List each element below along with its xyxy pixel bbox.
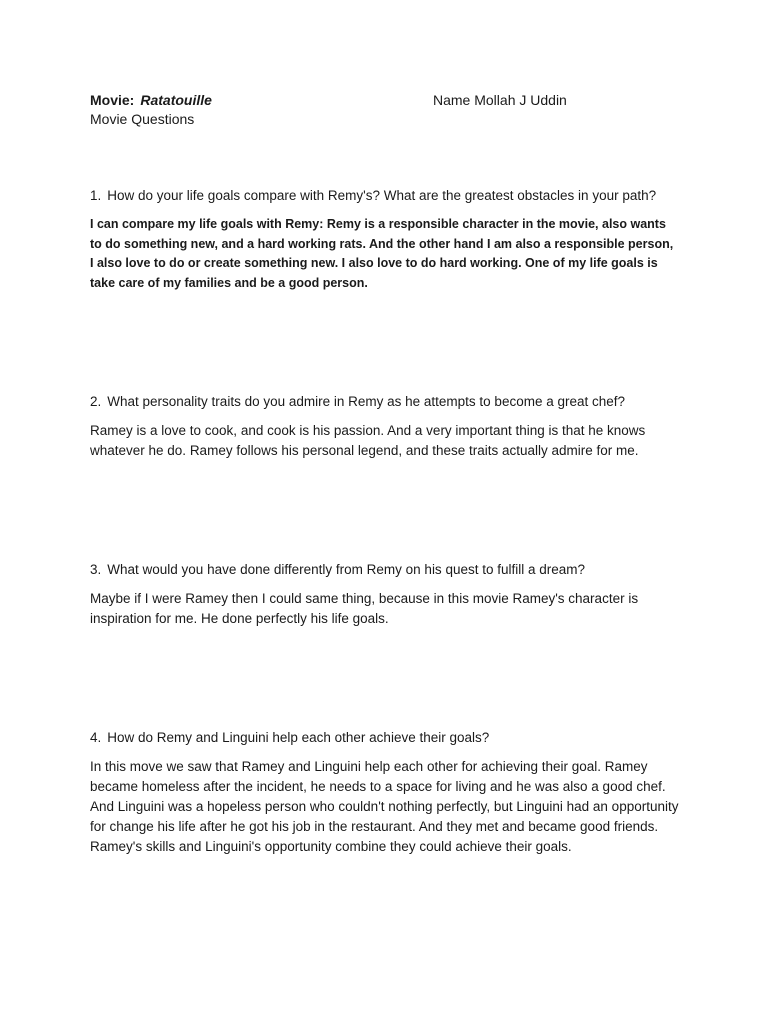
question-number: 2. bbox=[90, 394, 102, 409]
question-block-1 bbox=[90, 187, 680, 293]
question-number: 3. bbox=[90, 562, 102, 577]
student-name: Name Mollah J Uddin bbox=[433, 92, 567, 108]
answer-1: I can compare my life goals with Remy: Remy is a responsible character in the movie, also wants to do something new, and a hard working rats. And the other hand I am also a responsible person, I also love to do or create something new. I also love to do hard working. One of my life goals is take care of my families and be a good person. bbox=[90, 217, 674, 290]
movie-label: Movie: bbox=[90, 92, 135, 108]
document-subtitle: Movie Questions bbox=[90, 111, 195, 127]
answer-2: Ramey is a love to cook, and cook is his passion. And a very important thing is that he knows whatever he do. Ramey follows his personal legend, and these traits actually admire for me. bbox=[90, 423, 646, 458]
question-text: What personality traits do you admire in Remy as he attempts to become a great chef? bbox=[107, 394, 626, 409]
question-4 bbox=[90, 729, 680, 747]
question-text: What would you have done differently from Remy on his quest to fulfill a dream? bbox=[107, 562, 586, 577]
answer-3: Maybe if I were Ramey then I could same thing, because in this movie Ramey's character is inspiration for me. He done perfectly his life goals. bbox=[90, 591, 639, 626]
question-block-2 bbox=[90, 393, 680, 461]
header-left bbox=[90, 91, 212, 129]
question-text: How do Remy and Linguini help each other achieve their goals? bbox=[107, 730, 490, 745]
answer-4: In this move we saw that Ramey and Linguini help each other for achieving their goal. Ramey became homeless after the incident, he needs to a space for living and he was also a good chef. And Linguini was a hopeless person who couldn't nothing perfectly, but Linguini had an opportunity for change his life after he got his job in the restaurant. And they met and became good friends. Ramey's skills and Linguini's opportunity combine they could achieve their goals. bbox=[90, 759, 679, 854]
question-3 bbox=[90, 561, 680, 579]
question-text: How do your life goals compare with Remy's? What are the greatest obstacles in your path? bbox=[107, 188, 657, 203]
question-block-3 bbox=[90, 561, 680, 629]
question-number: 1. bbox=[90, 188, 102, 203]
question-1 bbox=[90, 187, 680, 205]
question-block-4 bbox=[90, 729, 680, 857]
question-2 bbox=[90, 393, 680, 411]
question-number: 4. bbox=[90, 730, 102, 745]
movie-line bbox=[90, 91, 212, 110]
movie-title: Ratatouille bbox=[140, 92, 212, 108]
